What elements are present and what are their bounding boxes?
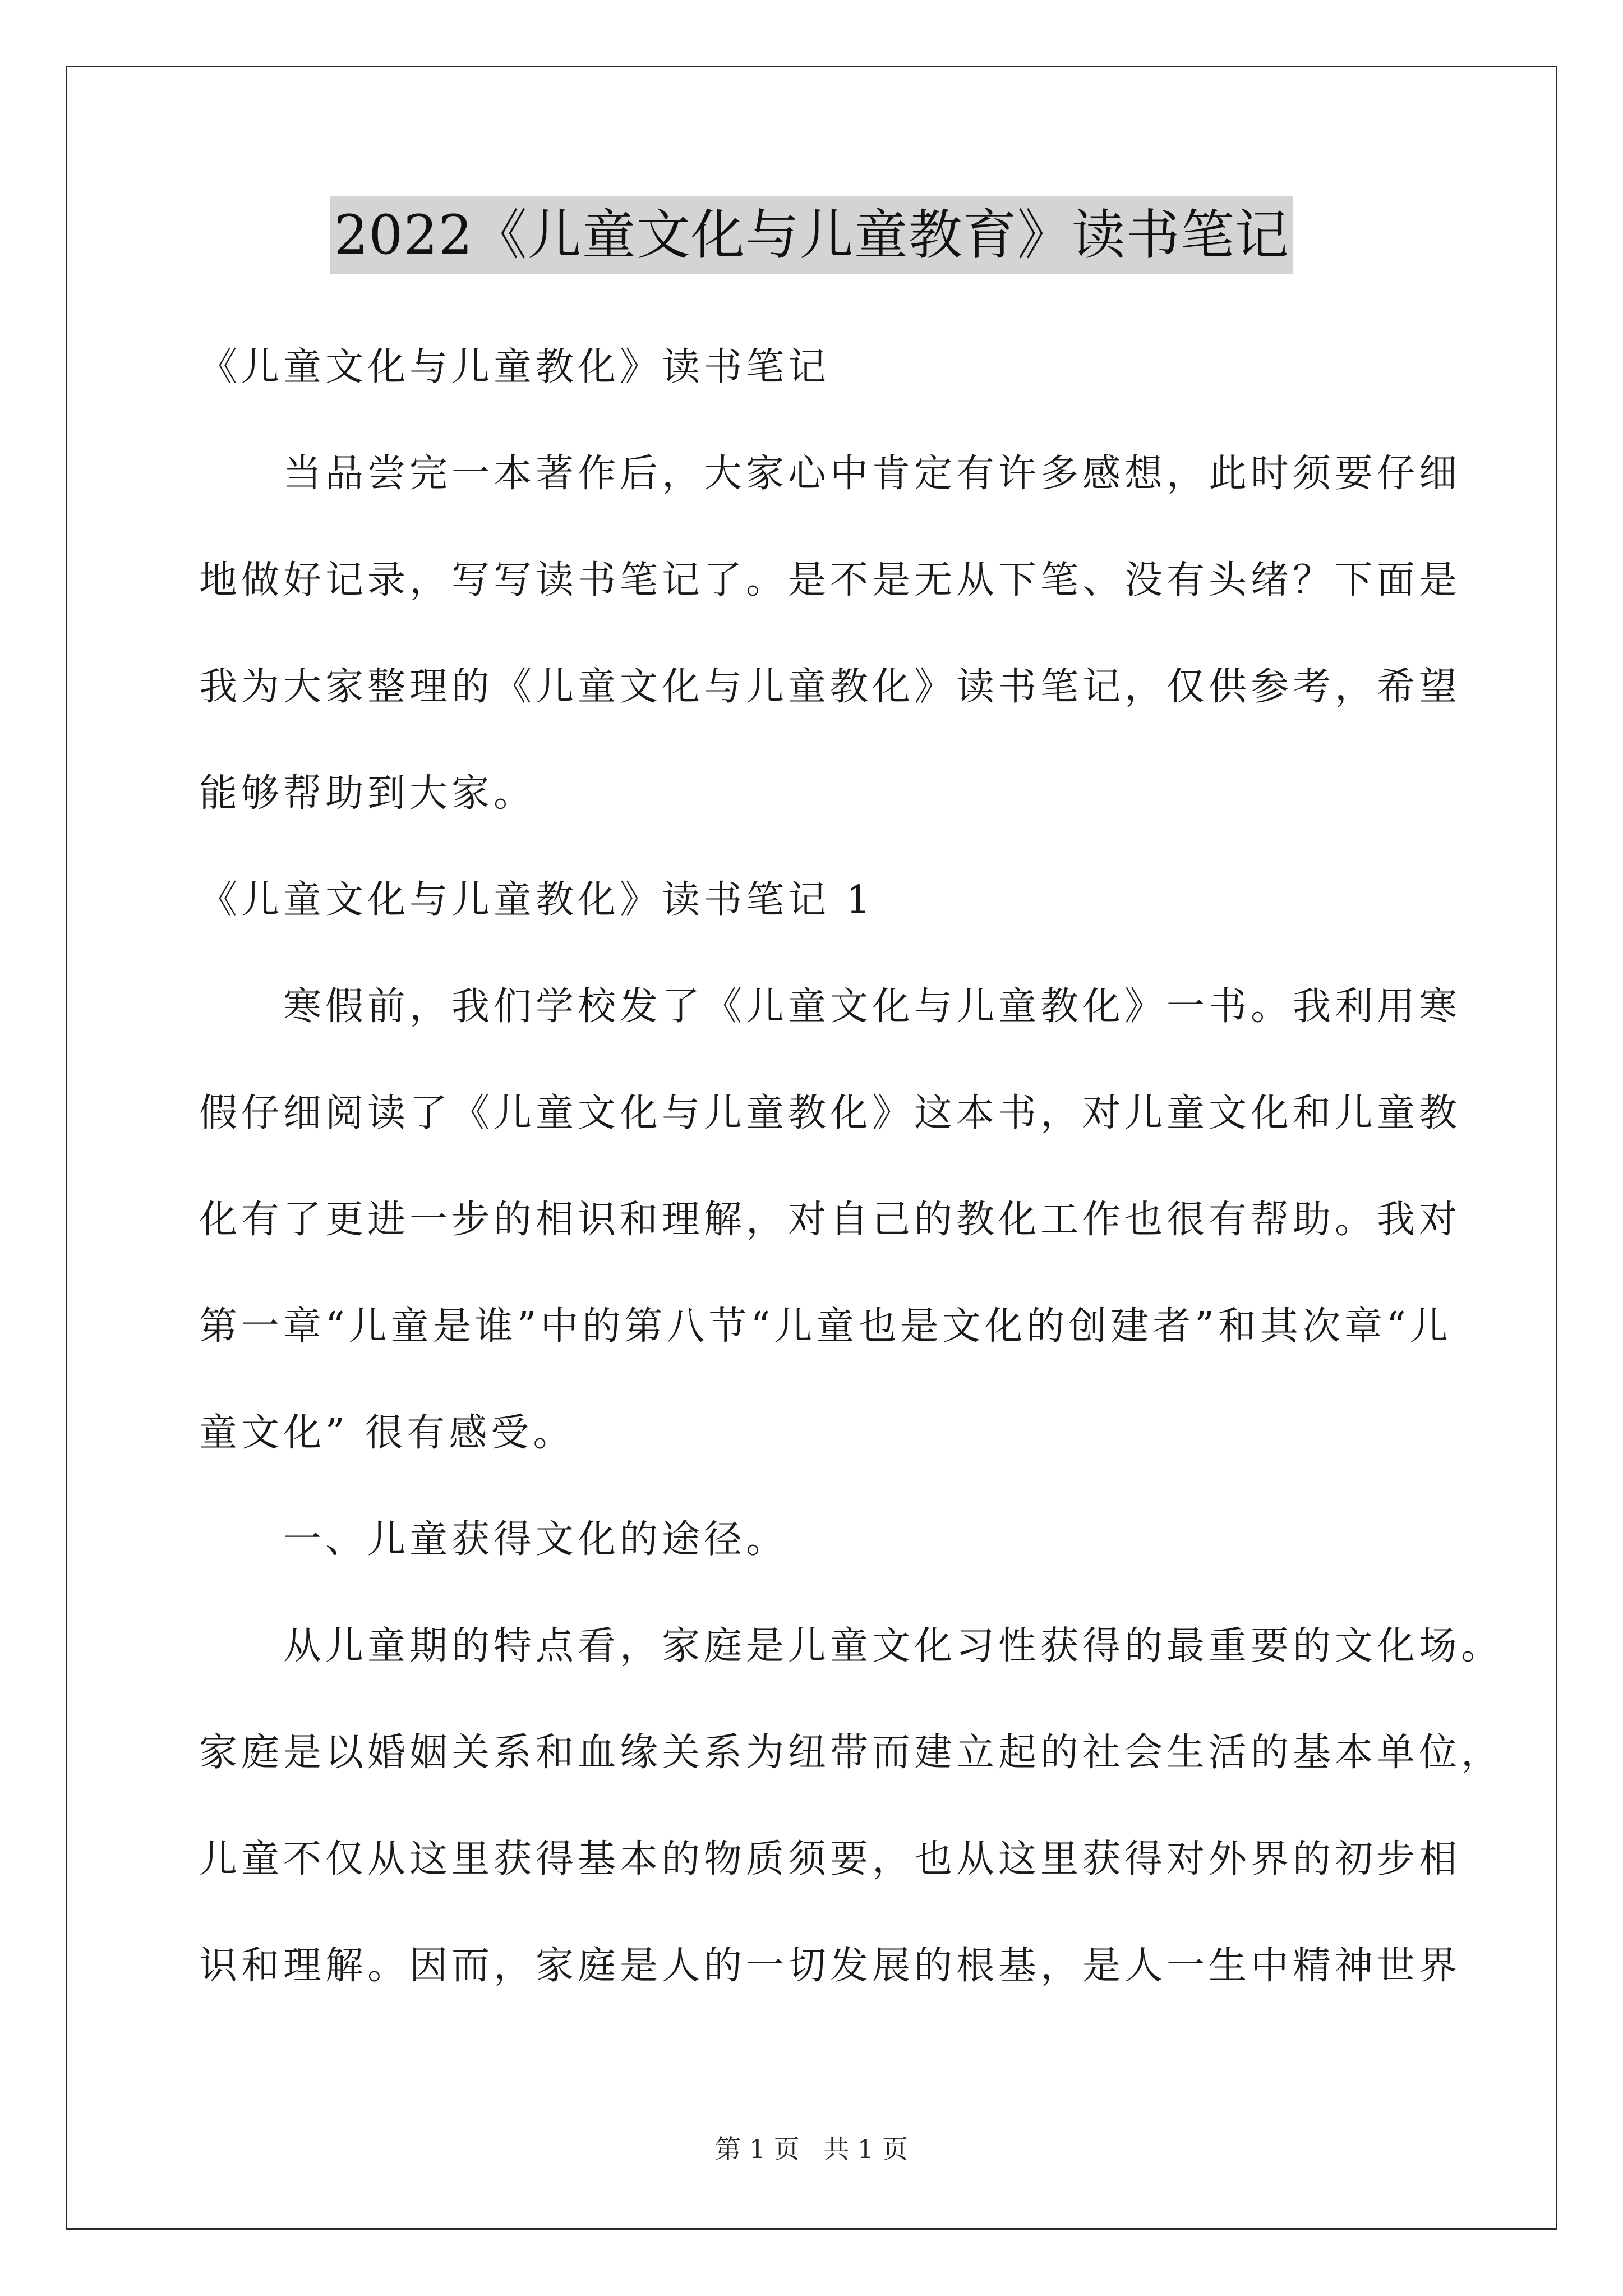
text-line: 一、儿童获得文化的途径。	[283, 1517, 789, 1562]
page-number-current: 第 1 页	[715, 2134, 800, 2164]
text-line: 家庭是以婚姻关系和血缘关系为纽带而建立起的社会生活的基本单位，	[199, 1731, 1504, 1775]
document-body	[199, 314, 1504, 2019]
text-line: 地做好记录，写写读书笔记了。是不是无从下笔、没有头绪？下面是	[199, 558, 1461, 602]
text-line: 童文化” 很有感受。	[199, 1411, 575, 1455]
text-line: 《儿童文化与儿童教化》读书笔记	[199, 345, 831, 389]
text-line: 从儿童期的特点看，家庭是儿童文化习性获得的最重要的文化场。	[283, 1624, 1504, 1668]
text-line: 儿童不仅从这里获得基本的物质须要，也从这里获得对外界的初步相	[199, 1837, 1461, 1881]
text-line: 化有了更进一步的相识和理解，对自己的教化工作也很有帮助。我对	[199, 1198, 1461, 1242]
text-line: 第一章“儿童是谁”中的第八节“儿童也是文化的创建者”和其次章“儿	[199, 1304, 1452, 1349]
text-line: 能够帮助到大家。	[199, 771, 536, 816]
text-line: 《儿童文化与儿童教化》读书笔记 1	[199, 878, 874, 922]
text-line: 我为大家整理的《儿童文化与儿童教化》读书笔记，仅供参考，希望	[199, 665, 1461, 709]
text-line: 识和理解。因而，家庭是人的一切发展的根基，是人一生中精神世界	[199, 1944, 1461, 1988]
page-footer	[0, 2129, 1623, 2166]
text-line: 假仔细阅读了《儿童文化与儿童教化》这本书，对儿童文化和儿童教	[199, 1091, 1461, 1135]
text-line: 寒假前，我们学校发了《儿童文化与儿童教化》一书。我利用寒	[283, 984, 1461, 1029]
page-number-total: 共 1 页	[823, 2134, 908, 2164]
title-container	[0, 196, 1623, 274]
document-title: 2022《儿童文化与儿童教育》读书笔记	[330, 196, 1292, 274]
text-line: 当品尝完一本著作后，大家心中肯定有许多感想，此时须要仔细	[283, 452, 1461, 496]
